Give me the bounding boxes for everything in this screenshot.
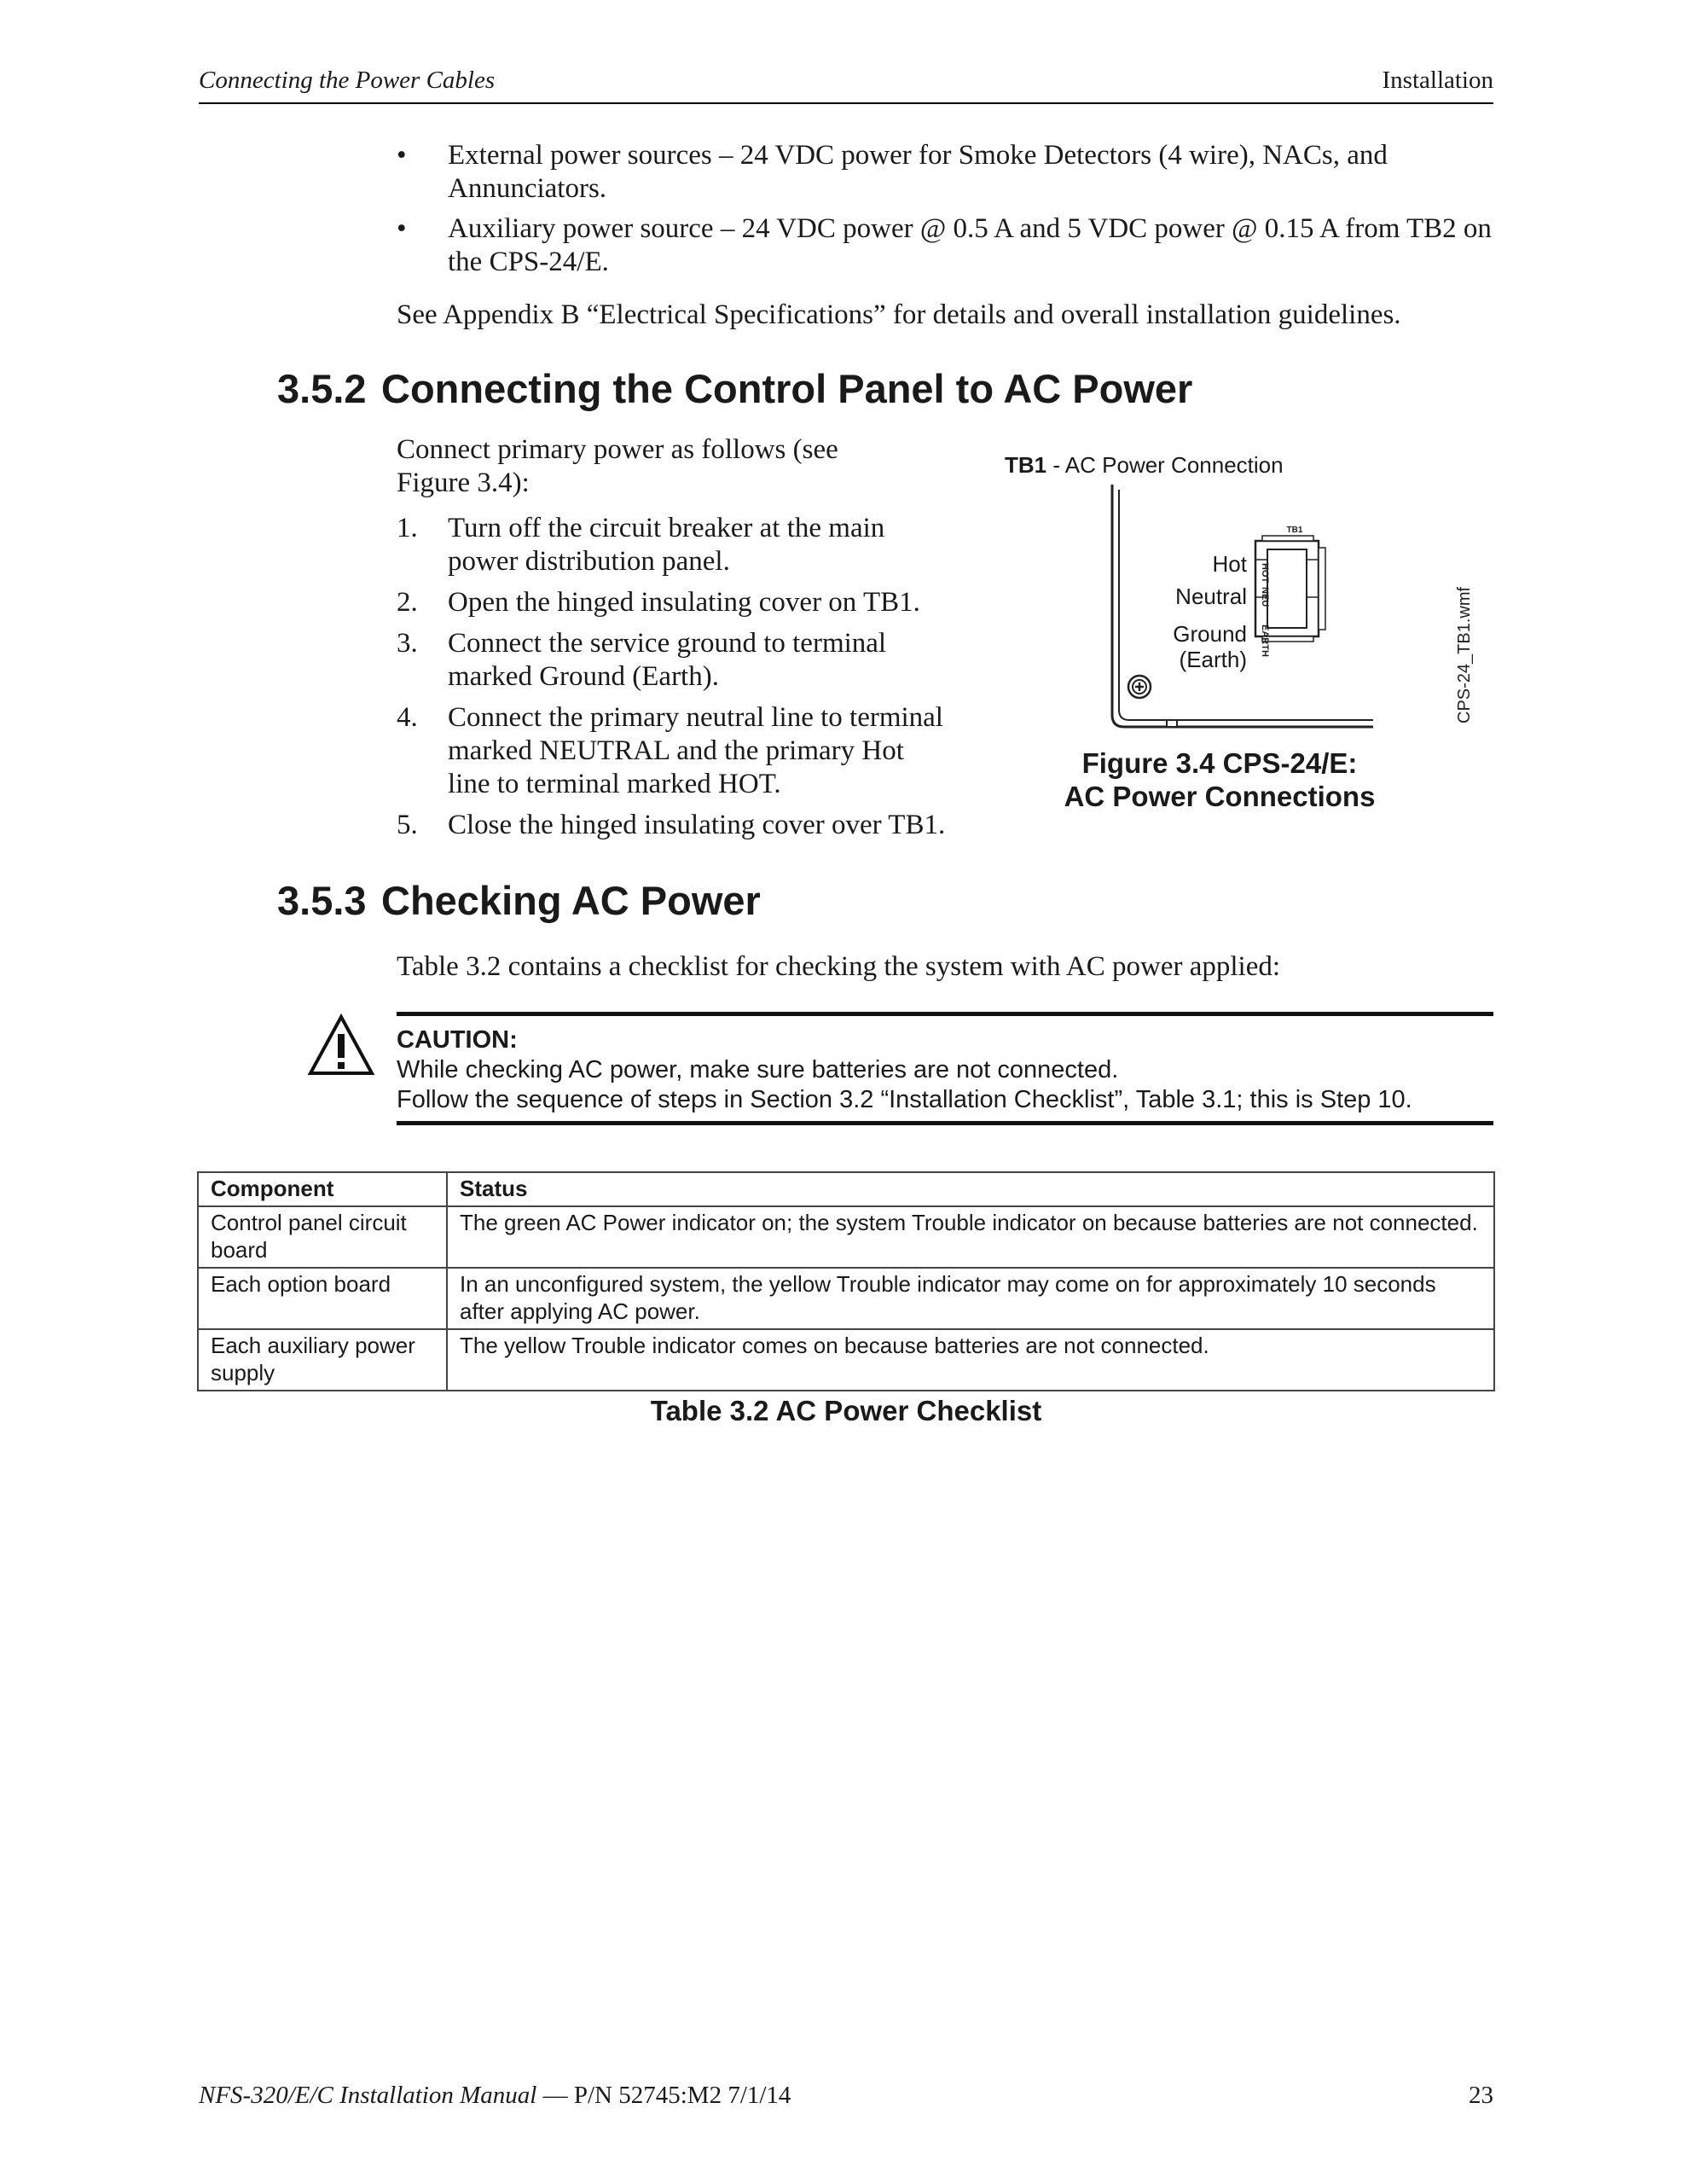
part-number: — P/N 52745:M2 7/1/14	[536, 2082, 791, 2109]
board-tab	[1167, 720, 1177, 727]
list-item	[397, 586, 951, 619]
wire-label-hot: Hot	[1212, 551, 1247, 577]
procedure-steps	[397, 512, 951, 850]
figure-title-rest: - AC Power Connection	[1046, 452, 1284, 478]
section-number: 3.5.2	[277, 366, 367, 411]
list-item	[397, 701, 951, 801]
section-title: Connecting the Control Panel to AC Power	[381, 366, 1193, 411]
manual-title: NFS-320/E/C Installation Manual	[199, 2082, 537, 2109]
table-cell-status: In an unconfigured system, the yellow Trouble indicator may come on for approximately 10 seconds after applying AC power.	[447, 1268, 1494, 1329]
table-caption: Table 3.2 AC Power Checklist	[650, 1395, 1042, 1426]
section-heading-3-5-3	[277, 877, 761, 924]
table-row	[198, 1329, 1494, 1391]
table-row	[198, 1206, 1494, 1268]
intro-note: See Appendix B “Electrical Specifications” for details and overall installation guidelines.	[397, 299, 1401, 330]
tb1-wiring-diagram	[1092, 478, 1484, 734]
step-number: 4.	[397, 702, 418, 733]
terminal-block-label: TB1	[1286, 526, 1303, 535]
section-title: Checking AC Power	[381, 878, 761, 923]
list-item	[397, 512, 951, 578]
list-item	[397, 627, 951, 694]
table-cell-component: Control panel circuit board	[198, 1206, 447, 1268]
section-heading-3-5-2	[277, 365, 1192, 412]
step-text: Open the hinged insulating cover on TB1.	[448, 587, 920, 618]
table-cell-status: The green AC Power indicator on; the system Trouble indicator on because batteries are not connected.	[447, 1206, 1494, 1268]
step-number: 3.	[397, 628, 418, 659]
pin-label-hot: HOT	[1260, 563, 1270, 584]
caution-block	[397, 1025, 1412, 1115]
intro-bullet-list	[397, 139, 1497, 286]
step-text: Close the hinged insulating cover over TB1.	[448, 810, 946, 840]
step-number: 1.	[397, 513, 418, 543]
section-lead: Table 3.2 contains a checklist for checking the system with AC power applied:	[397, 951, 1281, 982]
caution-bottom-rule	[397, 1121, 1493, 1125]
figure-title	[1005, 452, 1284, 479]
list-item: • Auxiliary power source – 24 VDC power @ 0.5 A and 5 VDC power @ 0.15 A from TB2 on the CPS-24/E.	[397, 212, 1497, 279]
table-row	[198, 1268, 1494, 1329]
page-number: 23	[1469, 2082, 1493, 2109]
pin-label-neutral: NEU	[1260, 587, 1270, 607]
table-header-row	[198, 1172, 1494, 1206]
table-cell-component: Each option board	[198, 1268, 447, 1329]
figure-title-bold: TB1	[1005, 452, 1047, 478]
step-number: 2.	[397, 587, 418, 618]
figure-file-name: CPS-24_TB1.wmf	[1455, 586, 1474, 723]
step-text: Turn off the circuit breaker at the main power distribution panel.	[448, 513, 885, 577]
list-item	[397, 809, 951, 842]
caution-line-2: Follow the sequence of steps in Section 3.2 “Installation Checklist”, Table 3.1; this is Step 10.	[397, 1086, 1412, 1113]
column-header-component: Component	[198, 1172, 447, 1206]
step-text: Connect the service ground to terminal marked Ground (Earth).	[448, 628, 887, 692]
figure-caption-line2: AC Power Connections	[1064, 781, 1376, 812]
wire-label-neutral: Neutral	[1175, 584, 1247, 609]
ground-screw-icon	[1128, 676, 1151, 698]
caution-top-rule	[397, 1012, 1493, 1016]
table-cell-status: The yellow Trouble indicator comes on because batteries are not connected.	[447, 1329, 1494, 1391]
table-cell-component: Each auxiliary power supply	[198, 1329, 447, 1391]
caution-line-1: While checking AC power, make sure batteries are not connected.	[397, 1056, 1119, 1083]
column-header-status: Status	[447, 1172, 1494, 1206]
running-footer	[199, 2082, 791, 2110]
warning-triangle-icon	[307, 1014, 375, 1077]
wire-label-ground: Ground	[1173, 621, 1247, 647]
pin-label-earth: EARTH	[1260, 624, 1270, 657]
list-item: • External power sources – 24 VDC power for Smoke Detectors (4 wire), NACs, and Annunciators.	[397, 139, 1497, 206]
wire-label-earth: (Earth)	[1179, 647, 1247, 672]
ac-power-checklist-table	[197, 1171, 1495, 1391]
running-header-chapter: Installation	[1382, 67, 1493, 94]
step-text: Connect the primary neutral line to terminal marked NEUTRAL and the primary Hot line to terminal marked HOT.	[448, 702, 943, 799]
figure-caption	[998, 746, 1441, 813]
running-header-section: Connecting the Power Cables	[199, 67, 496, 94]
figure-caption-line1: Figure 3.4 CPS-24/E:	[1081, 747, 1358, 779]
caution-title: CAUTION:	[397, 1026, 518, 1054]
header-rule	[199, 102, 1493, 104]
section-number: 3.5.3	[277, 878, 367, 923]
step-number: 5.	[397, 810, 418, 840]
section-lead: Connect primary power as follows (see Figure 3.4):	[397, 434, 838, 498]
